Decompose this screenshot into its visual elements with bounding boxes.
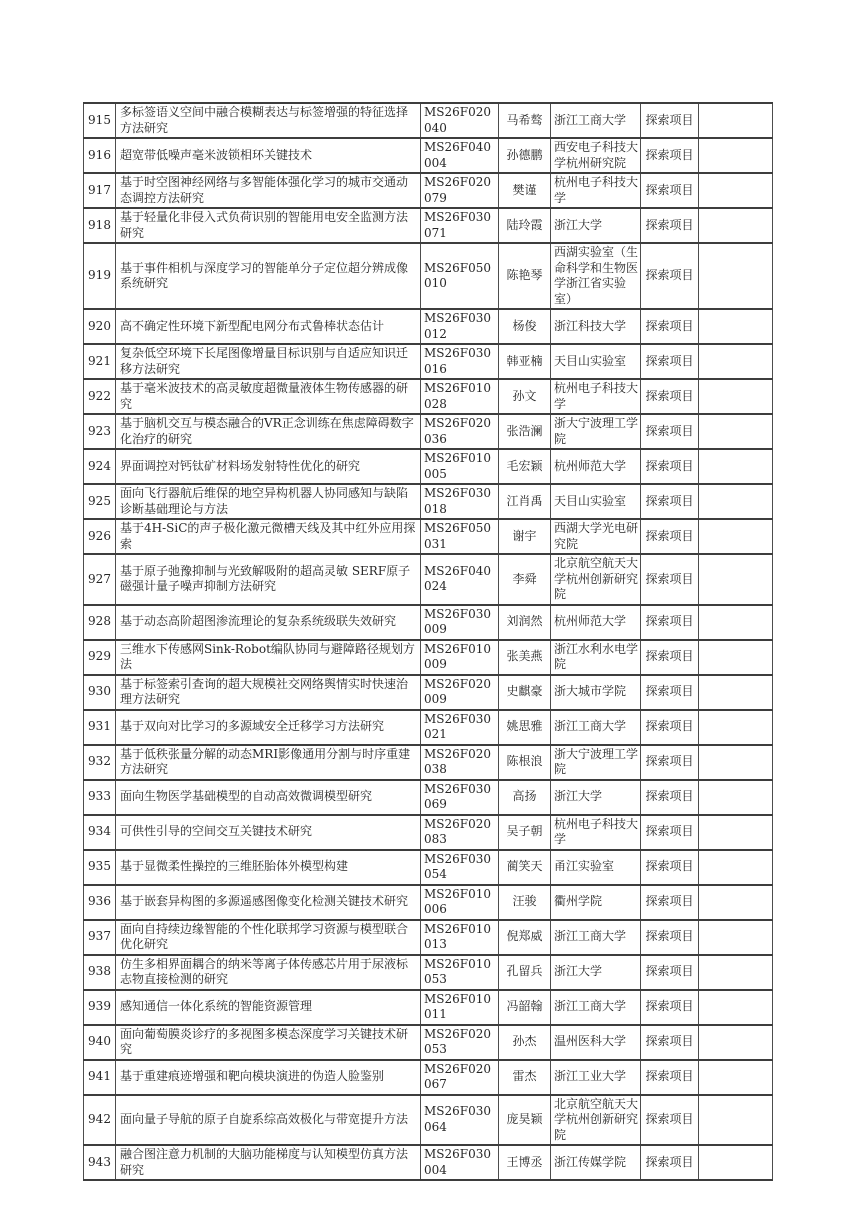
row-number-cell: 937 — [84, 920, 116, 955]
project-code-cell: MS26F010013 — [421, 920, 499, 955]
category-cell: 探索项目 — [641, 519, 699, 554]
leader-name-cell: 蔺笑天 — [499, 850, 551, 885]
table-row — [84, 990, 773, 1025]
project-title-cell: 超宽带低噪声毫米波锁相环关键技术 — [116, 138, 421, 173]
project-title-cell: 感知通信一体化系统的智能资源管理 — [116, 990, 421, 1025]
institution-cell: 衢州学院 — [551, 885, 641, 920]
leader-name-cell: 孙文 — [499, 379, 551, 414]
empty-cell — [699, 920, 773, 955]
project-code-cell: MS26F030016 — [421, 344, 499, 379]
institution-cell: 浙江水利水电学院 — [551, 640, 641, 675]
project-code-cell: MS26F010053 — [421, 955, 499, 990]
category-cell: 探索项目 — [641, 243, 699, 309]
empty-cell — [699, 710, 773, 745]
row-number-cell: 926 — [84, 519, 116, 554]
empty-cell — [699, 519, 773, 554]
project-title-cell: 高不确定性环境下新型配电网分布式鲁棒状态估计 — [116, 309, 421, 344]
project-title-cell: 基于动态高阶超图渗流理论的复杂系统级联失效研究 — [116, 605, 421, 640]
leader-name-cell: 庞昊颖 — [499, 1095, 551, 1146]
project-code-cell: MS26F010011 — [421, 990, 499, 1025]
project-code-cell: MS26F030054 — [421, 850, 499, 885]
project-title-cell: 基于重建痕迹增强和靶向模块演进的伪造人脸鉴别 — [116, 1060, 421, 1095]
institution-cell: 浙江大学 — [551, 955, 641, 990]
institution-cell: 西安电子科技大学杭州研究院 — [551, 138, 641, 173]
project-code-cell: MS26F020038 — [421, 745, 499, 780]
institution-cell: 浙江科技大学 — [551, 309, 641, 344]
project-code-cell: MS26F030018 — [421, 484, 499, 519]
institution-cell: 杭州师范大学 — [551, 605, 641, 640]
project-code-cell: MS26F050010 — [421, 243, 499, 309]
project-title-cell: 基于嵌套异构图的多源遥感图像变化检测关键技术研究 — [116, 885, 421, 920]
institution-cell: 浙江大学 — [551, 208, 641, 243]
category-cell: 探索项目 — [641, 414, 699, 449]
category-cell: 探索项目 — [641, 920, 699, 955]
category-cell: 探索项目 — [641, 138, 699, 173]
empty-cell — [699, 1095, 773, 1146]
row-number-cell: 929 — [84, 640, 116, 675]
category-cell: 探索项目 — [641, 675, 699, 710]
project-code-cell: MS26F030012 — [421, 309, 499, 344]
row-number-cell: 942 — [84, 1095, 116, 1146]
row-number-cell: 917 — [84, 173, 116, 208]
category-cell: 探索项目 — [641, 780, 699, 815]
project-code-cell: MS26F040024 — [421, 554, 499, 605]
table-row — [84, 1060, 773, 1095]
table-row — [84, 103, 773, 138]
institution-cell: 浙江工商大学 — [551, 920, 641, 955]
row-number-cell: 931 — [84, 710, 116, 745]
project-title-cell: 面向量子导航的原子自旋系综高效极化与带宽提升方法 — [116, 1095, 421, 1146]
row-number-cell: 927 — [84, 554, 116, 605]
project-title-cell: 基于时空图神经网络与多智能体强化学习的城市交通动态调控方法研究 — [116, 173, 421, 208]
project-title-cell: 基于原子弛豫抑制与光致解吸附的超高灵敏 SERF原子磁强计量子噪声抑制方法研究 — [116, 554, 421, 605]
table-row — [84, 885, 773, 920]
table-row — [84, 745, 773, 780]
projects-table — [83, 102, 773, 1181]
leader-name-cell: 陆玲霞 — [499, 208, 551, 243]
row-number-cell: 943 — [84, 1145, 116, 1180]
leader-name-cell: 史麒豪 — [499, 675, 551, 710]
table-row — [84, 780, 773, 815]
empty-cell — [699, 173, 773, 208]
empty-cell — [699, 780, 773, 815]
table-row — [84, 815, 773, 850]
table-row — [84, 414, 773, 449]
row-number-cell: 935 — [84, 850, 116, 885]
leader-name-cell: 雷杰 — [499, 1060, 551, 1095]
category-cell: 探索项目 — [641, 309, 699, 344]
institution-cell: 天目山实验室 — [551, 484, 641, 519]
institution-cell: 西湖实验室（生命科学和生物医学浙江省实验室） — [551, 243, 641, 309]
row-number-cell: 921 — [84, 344, 116, 379]
project-code-cell: MS26F020009 — [421, 675, 499, 710]
leader-name-cell: 樊谨 — [499, 173, 551, 208]
table-row — [84, 243, 773, 309]
project-code-cell: MS26F030009 — [421, 605, 499, 640]
project-code-cell: MS26F010005 — [421, 449, 499, 484]
leader-name-cell: 孔留兵 — [499, 955, 551, 990]
category-cell: 探索项目 — [641, 815, 699, 850]
table-row — [84, 344, 773, 379]
project-code-cell: MS26F020067 — [421, 1060, 499, 1095]
category-cell: 探索项目 — [641, 1060, 699, 1095]
institution-cell: 杭州电子科技大学 — [551, 379, 641, 414]
project-code-cell: MS26F030071 — [421, 208, 499, 243]
leader-name-cell: 刘润然 — [499, 605, 551, 640]
category-cell: 探索项目 — [641, 710, 699, 745]
empty-cell — [699, 309, 773, 344]
category-cell: 探索项目 — [641, 344, 699, 379]
institution-cell: 杭州电子科技大学 — [551, 815, 641, 850]
category-cell: 探索项目 — [641, 640, 699, 675]
empty-cell — [699, 379, 773, 414]
row-number-cell: 924 — [84, 449, 116, 484]
project-code-cell: MS26F010006 — [421, 885, 499, 920]
leader-name-cell: 冯韶翰 — [499, 990, 551, 1025]
empty-cell — [699, 675, 773, 710]
category-cell: 探索项目 — [641, 103, 699, 138]
leader-name-cell: 高扬 — [499, 780, 551, 815]
project-title-cell: 基于显微柔性操控的三维胚胎体外模型构建 — [116, 850, 421, 885]
institution-cell: 北京航空航天大学杭州创新研究院 — [551, 554, 641, 605]
project-title-cell: 基于标签索引查询的超大规模社交网络舆情实时快速治理方法研究 — [116, 675, 421, 710]
category-cell: 探索项目 — [641, 1095, 699, 1146]
project-title-cell: 基于双向对比学习的多源域安全迁移学习方法研究 — [116, 710, 421, 745]
institution-cell: 浙江工商大学 — [551, 103, 641, 138]
projects-table-body — [84, 103, 773, 1180]
category-cell: 探索项目 — [641, 1025, 699, 1060]
leader-name-cell: 吴子朝 — [499, 815, 551, 850]
leader-name-cell: 马希骜 — [499, 103, 551, 138]
project-code-cell: MS26F030004 — [421, 1145, 499, 1180]
row-number-cell: 930 — [84, 675, 116, 710]
project-title-cell: 复杂低空环境下长尾图像增量目标识别与自适应知识迁移方法研究 — [116, 344, 421, 379]
table-row — [84, 484, 773, 519]
table-row — [84, 379, 773, 414]
table-row — [84, 605, 773, 640]
empty-cell — [699, 815, 773, 850]
project-code-cell: MS26F020036 — [421, 414, 499, 449]
empty-cell — [699, 1145, 773, 1180]
table-row — [84, 1095, 773, 1146]
category-cell: 探索项目 — [641, 850, 699, 885]
project-title-cell: 面向自持续边缘智能的个性化联邦学习资源与模型联合优化研究 — [116, 920, 421, 955]
table-row — [84, 1025, 773, 1060]
table-row — [84, 208, 773, 243]
project-code-cell: MS26F030069 — [421, 780, 499, 815]
project-code-cell: MS26F020083 — [421, 815, 499, 850]
category-cell: 探索项目 — [641, 554, 699, 605]
leader-name-cell: 陈根浪 — [499, 745, 551, 780]
empty-cell — [699, 745, 773, 780]
leader-name-cell: 毛宏颖 — [499, 449, 551, 484]
institution-cell: 西湖大学光电研究院 — [551, 519, 641, 554]
leader-name-cell: 杨俊 — [499, 309, 551, 344]
row-number-cell: 919 — [84, 243, 116, 309]
project-title-cell: 界面调控对钙钛矿材料场发射特性优化的研究 — [116, 449, 421, 484]
leader-name-cell: 孙杰 — [499, 1025, 551, 1060]
table-row — [84, 138, 773, 173]
row-number-cell: 925 — [84, 484, 116, 519]
empty-cell — [699, 344, 773, 379]
category-cell: 探索项目 — [641, 955, 699, 990]
project-title-cell: 面向葡萄膜炎诊疗的多视图多模态深度学习关键技术研究 — [116, 1025, 421, 1060]
empty-cell — [699, 640, 773, 675]
project-code-cell: MS26F010009 — [421, 640, 499, 675]
project-title-cell: 基于4H-SiC的声子极化激元微槽天线及其中红外应用探索 — [116, 519, 421, 554]
empty-cell — [699, 554, 773, 605]
leader-name-cell: 王博丞 — [499, 1145, 551, 1180]
leader-name-cell: 倪郑威 — [499, 920, 551, 955]
institution-cell: 天目山实验室 — [551, 344, 641, 379]
project-code-cell: MS26F030064 — [421, 1095, 499, 1146]
institution-cell: 浙江工商大学 — [551, 710, 641, 745]
category-cell: 探索项目 — [641, 484, 699, 519]
table-row — [84, 675, 773, 710]
table-row — [84, 309, 773, 344]
project-title-cell: 基于脑机交互与模态融合的VR正念训练在焦虑障碍数字化治疗的研究 — [116, 414, 421, 449]
row-number-cell: 939 — [84, 990, 116, 1025]
table-row — [84, 1145, 773, 1180]
institution-cell: 温州医科大学 — [551, 1025, 641, 1060]
empty-cell — [699, 208, 773, 243]
row-number-cell: 923 — [84, 414, 116, 449]
leader-name-cell: 汪骏 — [499, 885, 551, 920]
project-title-cell: 可供性引导的空间交互关键技术研究 — [116, 815, 421, 850]
row-number-cell: 932 — [84, 745, 116, 780]
table-row — [84, 920, 773, 955]
category-cell: 探索项目 — [641, 173, 699, 208]
institution-cell: 浙江工商大学 — [551, 990, 641, 1025]
row-number-cell: 928 — [84, 605, 116, 640]
table-row — [84, 640, 773, 675]
empty-cell — [699, 243, 773, 309]
empty-cell — [699, 850, 773, 885]
row-number-cell: 918 — [84, 208, 116, 243]
leader-name-cell: 张美燕 — [499, 640, 551, 675]
leader-name-cell: 谢宇 — [499, 519, 551, 554]
project-title-cell: 基于事件相机与深度学习的智能单分子定位超分辨成像系统研究 — [116, 243, 421, 309]
leader-name-cell: 韩亚楠 — [499, 344, 551, 379]
empty-cell — [699, 1025, 773, 1060]
project-title-cell: 基于毫米波技术的高灵敏度超微量液体生物传感器的研究 — [116, 379, 421, 414]
leader-name-cell: 张浩澜 — [499, 414, 551, 449]
category-cell: 探索项目 — [641, 605, 699, 640]
project-code-cell: MS26F020079 — [421, 173, 499, 208]
empty-cell — [699, 449, 773, 484]
category-cell: 探索项目 — [641, 745, 699, 780]
leader-name-cell: 孙德鹏 — [499, 138, 551, 173]
table-row — [84, 173, 773, 208]
table-row — [84, 554, 773, 605]
category-cell: 探索项目 — [641, 885, 699, 920]
empty-cell — [699, 414, 773, 449]
empty-cell — [699, 955, 773, 990]
leader-name-cell: 陈艳琴 — [499, 243, 551, 309]
row-number-cell: 936 — [84, 885, 116, 920]
institution-cell: 浙江大学 — [551, 780, 641, 815]
table-row — [84, 955, 773, 990]
row-number-cell: 915 — [84, 103, 116, 138]
institution-cell: 浙江传媒学院 — [551, 1145, 641, 1180]
project-title-cell: 基于轻量化非侵入式负荷识别的智能用电安全监测方法研究 — [116, 208, 421, 243]
empty-cell — [699, 605, 773, 640]
row-number-cell: 920 — [84, 309, 116, 344]
row-number-cell: 940 — [84, 1025, 116, 1060]
institution-cell: 甬江实验室 — [551, 850, 641, 885]
institution-cell: 北京航空航天大学杭州创新研究院 — [551, 1095, 641, 1146]
project-title-cell: 融合图注意力机制的大脑功能梯度与认知模型仿真方法研究 — [116, 1145, 421, 1180]
project-code-cell: MS26F010028 — [421, 379, 499, 414]
leader-name-cell: 江肖禹 — [499, 484, 551, 519]
project-code-cell: MS26F020053 — [421, 1025, 499, 1060]
project-code-cell: MS26F050031 — [421, 519, 499, 554]
category-cell: 探索项目 — [641, 990, 699, 1025]
row-number-cell: 922 — [84, 379, 116, 414]
project-title-cell: 三维水下传感网Sink-Robot编队协同与避障路径规划方法 — [116, 640, 421, 675]
institution-cell: 浙大城市学院 — [551, 675, 641, 710]
institution-cell: 浙江工业大学 — [551, 1060, 641, 1095]
project-title-cell: 面向生物医学基础模型的自动高效微调模型研究 — [116, 780, 421, 815]
empty-cell — [699, 990, 773, 1025]
empty-cell — [699, 1060, 773, 1095]
table-row — [84, 519, 773, 554]
category-cell: 探索项目 — [641, 1145, 699, 1180]
table-row — [84, 710, 773, 745]
category-cell: 探索项目 — [641, 449, 699, 484]
table-row — [84, 449, 773, 484]
project-title-cell: 面向飞行器航后维保的地空异构机器人协同感知与缺陷诊断基础理论与方法 — [116, 484, 421, 519]
project-title-cell: 仿生多相界面耦合的纳米等离子体传感芯片用于尿液标志物直接检测的研究 — [116, 955, 421, 990]
institution-cell: 杭州电子科技大学 — [551, 173, 641, 208]
project-title-cell: 多标签语义空间中融合模糊表达与标签增强的特征选择方法研究 — [116, 103, 421, 138]
row-number-cell: 916 — [84, 138, 116, 173]
empty-cell — [699, 885, 773, 920]
project-code-cell: MS26F030021 — [421, 710, 499, 745]
category-cell: 探索项目 — [641, 379, 699, 414]
institution-cell: 浙大宁波理工学院 — [551, 414, 641, 449]
institution-cell: 浙大宁波理工学院 — [551, 745, 641, 780]
table-row — [84, 850, 773, 885]
row-number-cell: 933 — [84, 780, 116, 815]
institution-cell: 杭州师范大学 — [551, 449, 641, 484]
empty-cell — [699, 138, 773, 173]
project-code-cell: MS26F020040 — [421, 103, 499, 138]
row-number-cell: 938 — [84, 955, 116, 990]
leader-name-cell: 姚思雅 — [499, 710, 551, 745]
leader-name-cell: 李舜 — [499, 554, 551, 605]
empty-cell — [699, 103, 773, 138]
project-code-cell: MS26F040004 — [421, 138, 499, 173]
row-number-cell: 934 — [84, 815, 116, 850]
project-title-cell: 基于低秩张量分解的动态MRI影像通用分割与时序重建方法研究 — [116, 745, 421, 780]
empty-cell — [699, 484, 773, 519]
row-number-cell: 941 — [84, 1060, 116, 1095]
category-cell: 探索项目 — [641, 208, 699, 243]
